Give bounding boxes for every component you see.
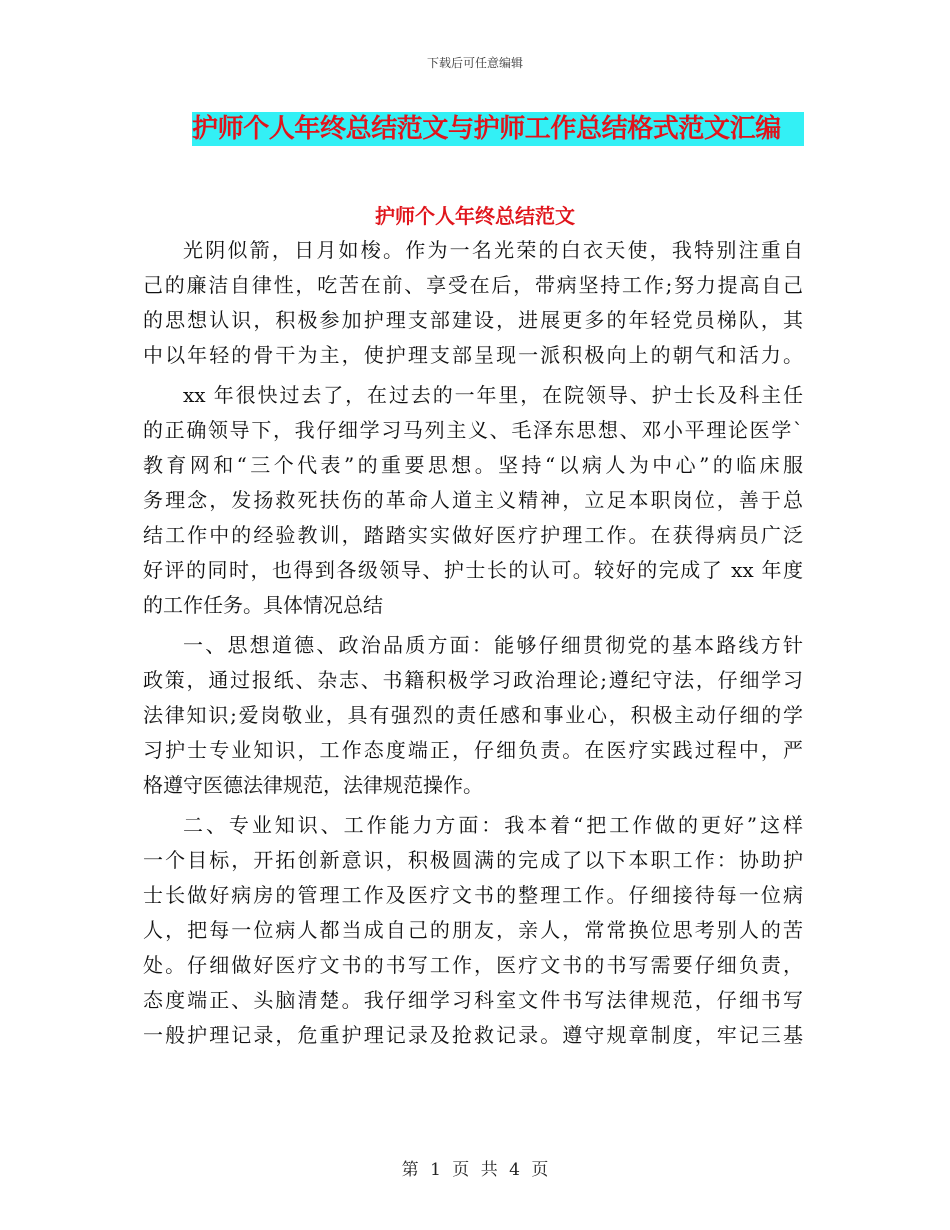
body-line: 己的廉洁自律性，吃苦在前、享受在后，带病坚持工作;努力提高自己 [143, 273, 803, 297]
body-line: 结工作中的经验教训，踏踏实实做好医疗护理工作。在获得病员广泛 [143, 523, 803, 547]
page-number-footer: 第 1 页 共 4 页 [401, 1160, 549, 1180]
body-line: 格遵守医德法律规范，法律规范操作。 [143, 773, 483, 797]
body-line: 好评的同时，也得到各级领导、护士长的认可。较好的完成了 xx 年度 [143, 558, 803, 582]
body-line: 二、专业知识、工作能力方面：我本着“把工作做的更好”这样 [183, 813, 803, 837]
body-line: 法律知识;爱岗敬业，具有强烈的责任感和事业心，积极主动仔细的学 [143, 703, 803, 727]
body-line: 习护士专业知识，工作态度端正，仔细负责。在医疗实践过程中，严 [143, 738, 803, 762]
page-header-note: 下载后可任意编辑 [426, 56, 523, 70]
body-line: 中以年轻的骨干为主，使护理支部呈现一派积极向上的朝气和活力。 [143, 343, 803, 367]
body-line: 务理念，发扬救死扶伤的革命人道主义精神，立足本职岗位，善于总 [143, 488, 803, 512]
body-line: 一、思想道德、政治品质方面：能够仔细贯彻党的基本路线方针 [183, 633, 803, 657]
body-line: 一个目标，开拓创新意识，积极圆满的完成了以下本职工作：协助护 [143, 848, 803, 872]
body-line: 士长做好病房的管理工作及医疗文书的整理工作。仔细接待每一位病 [143, 883, 803, 907]
body-line: 光阴似箭，日月如梭。作为一名光荣的白衣天使，我特别注重自 [183, 238, 803, 262]
body-line: 的思想认识，积极参加护理支部建设，进展更多的年轻党员梯队，其 [143, 308, 803, 332]
body-line: 教育网和“三个代表”的重要思想。坚持“以病人为中心”的临床服 [143, 453, 803, 477]
body-line: 的正确领导下，我仔细学习马列主义、毛泽东思想、邓小平理论医学` [143, 418, 803, 442]
section-title: 护师个人年终总结范文 [375, 204, 575, 228]
document-title: 护师个人年终总结范文与护师工作总结格式范文汇编 [192, 112, 804, 146]
body-line: 的工作任务。具体情况总结 [143, 593, 383, 617]
body-line: xx 年很快过去了，在过去的一年里，在院领导、护士长及科主任 [183, 383, 803, 407]
body-line: 一般护理记录，危重护理记录及抢救记录。遵守规章制度，牢记三基 [143, 1023, 803, 1047]
body-line: 政策，通过报纸、杂志、书籍积极学习政治理论;遵纪守法，仔细学习 [143, 668, 803, 692]
body-line: 态度端正、头脑清楚。我仔细学习科室文件书写法律规范，仔细书写 [143, 988, 803, 1012]
body-line: 人，把每一位病人都当成自己的朋友，亲人，常常换位思考别人的苦 [143, 918, 803, 942]
body-line: 处。仔细做好医疗文书的书写工作，医疗文书的书写需要仔细负责， [143, 953, 803, 977]
